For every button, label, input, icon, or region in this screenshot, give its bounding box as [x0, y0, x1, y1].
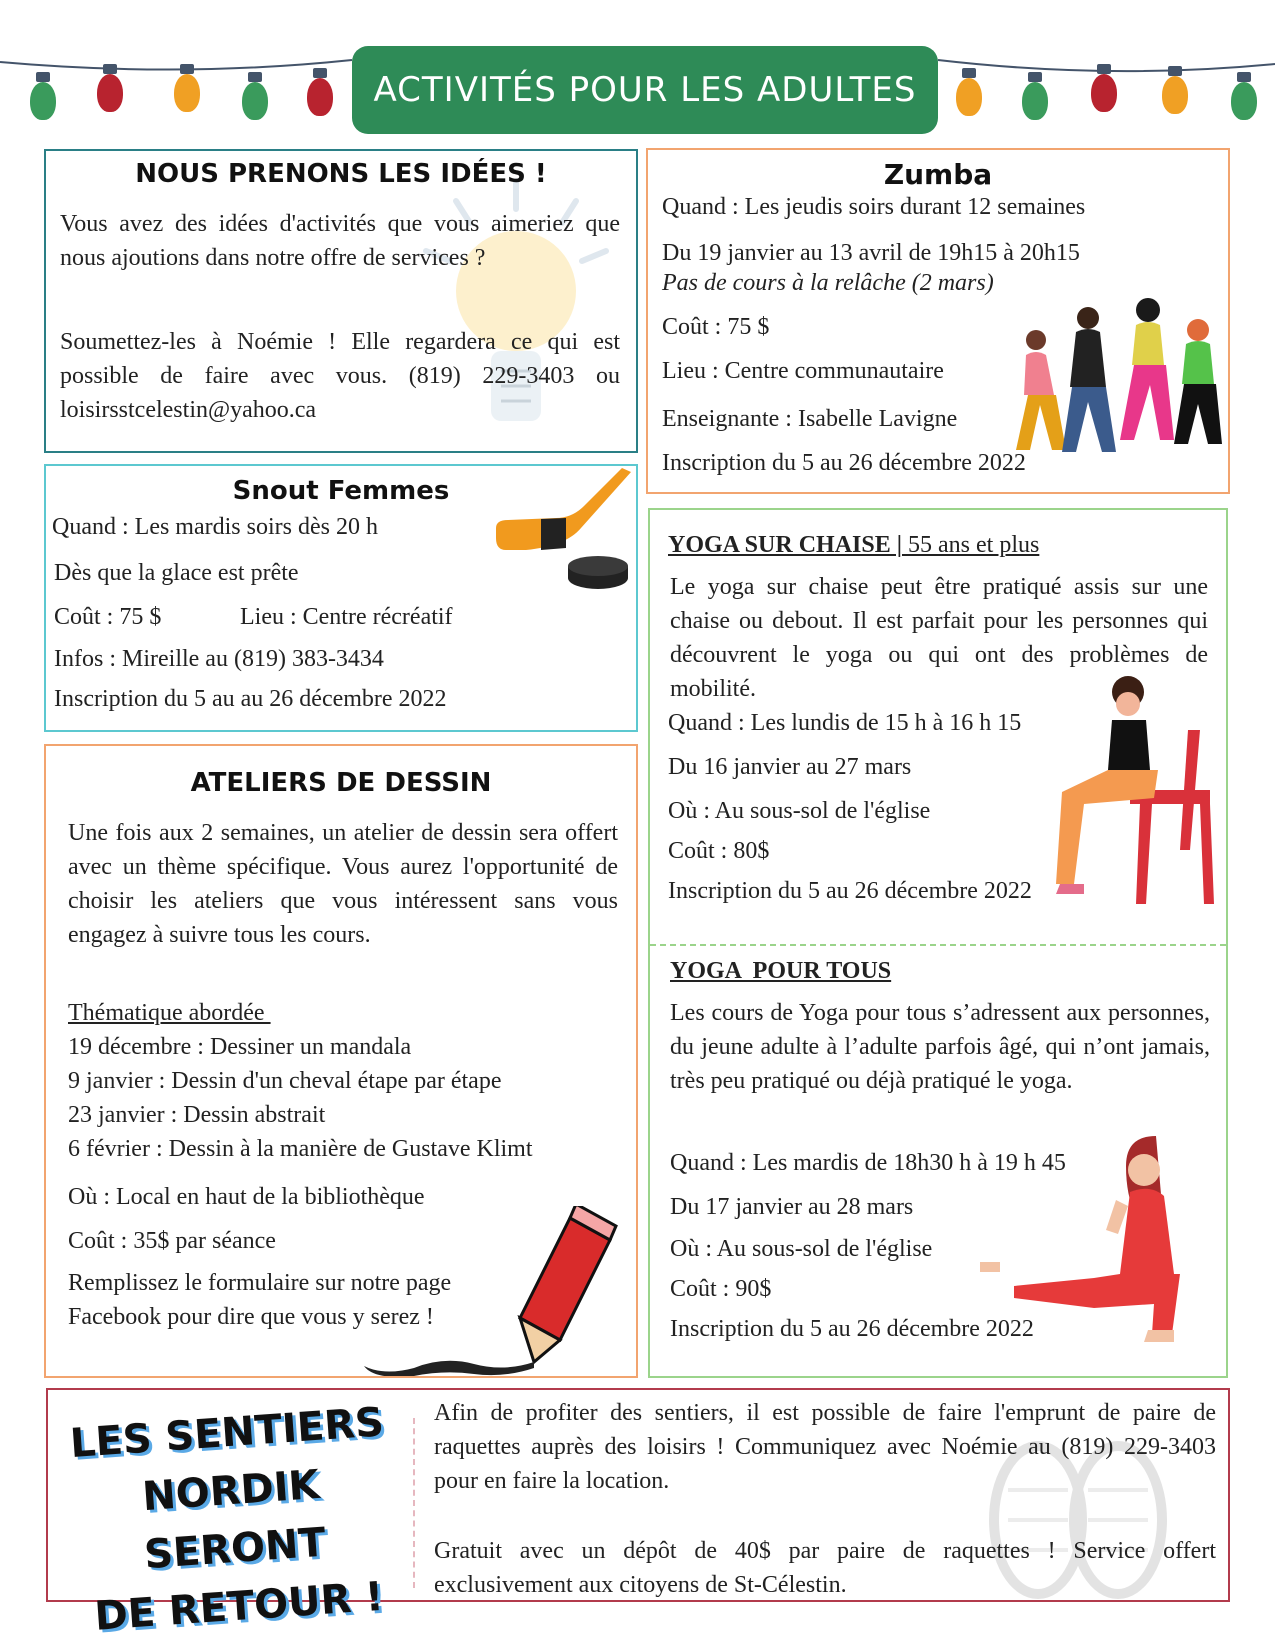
chair-yoga-illustration	[1050, 670, 1220, 910]
drawing-form-line-2: Facebook pour dire que vous y serez !	[68, 1304, 434, 1330]
yoga-all-description: Les cours de Yoga pour tous s’adressent aux personnes, du jeune adulte à l’adulte parfois âgé, qui n’ont jamais, très peu pratiqué ou déjà pratiqué le yoga.	[670, 1000, 1210, 1094]
snout-when: Quand : Les mardis soirs dès 20 h	[52, 514, 378, 540]
yoga-chair-cost: Coût : 80$	[668, 838, 770, 864]
yoga-chair-when: Quand : Les lundis de 15 h à 16 h 15	[668, 710, 1022, 736]
yoga-chair-dates: Du 16 janvier au 27 mars	[668, 754, 912, 780]
yoga-section	[648, 508, 1228, 1378]
trails-slogan	[50, 1392, 415, 1648]
page-banner	[352, 46, 938, 134]
zumba-when: Quand : Les jeudis soirs durant 12 semaines	[662, 194, 1086, 220]
zumba-signup: Inscription du 5 au 26 décembre 2022	[662, 450, 1026, 476]
zumba-section	[646, 148, 1230, 494]
drawing-description: Une fois aux 2 semaines, un atelier de dessin sera offert avec un thème spécifique. Vous aurez l'opportunité de choisir les ateliers que vous intéressent sans vous engagez à suivre tous les cours.	[68, 820, 618, 948]
zumba-place: Lieu : Centre communautaire	[662, 358, 944, 384]
trails-slogan-line-2: NORDIK SERONT	[140, 1461, 328, 1579]
yoga-chair-heading	[668, 532, 1039, 559]
drawing-theme-label: Thématique abordée	[68, 1000, 271, 1026]
drawing-form-line-1: Remplissez le formulaire sur notre page	[68, 1270, 452, 1296]
snout-ice: Dès que la glace est prête	[54, 560, 299, 586]
trails-divider	[413, 1418, 415, 1588]
yoga-chair-where: Où : Au sous-sol de l'église	[668, 798, 931, 824]
drawing-theme-4: 6 février : Dessin à la manière de Gustave Klimt	[68, 1136, 533, 1162]
yoga-divider	[650, 944, 1226, 946]
yoga-all-signup: Inscription du 5 au 26 décembre 2022	[670, 1316, 1034, 1342]
zumba-cost: Coût : 75 $	[662, 314, 770, 340]
snout-cost: Coût : 75 $	[54, 604, 162, 630]
snout-title: Snout Femmes	[232, 476, 450, 506]
ideas-paragraph-1: Vous avez des idées d'activités que vous aimeriez que nous ajoutions dans notre offre de services ?	[60, 211, 620, 271]
trails-paragraph-1: Afin de profiter des sentiers, il est possible de faire l'emprunt de paire de raquettes auprès des loisirs ! Communiquez avec Noémie au (819) 229-3403 pour en faire la location.	[434, 1400, 1216, 1494]
yoga-chair-subtitle: 55 ans et plus	[902, 532, 1040, 558]
trails-section	[46, 1388, 1230, 1640]
snout-info: Infos : Mireille au (819) 383-3434	[54, 646, 384, 672]
yoga-all-title: YOGA POUR TOUS	[670, 958, 892, 984]
yoga-chair-title: YOGA SUR CHAISE |	[668, 532, 902, 558]
snout-place: Lieu : Centre récréatif	[240, 604, 453, 630]
drawing-cost: Coût : 35$ par séance	[68, 1228, 276, 1254]
snout-signup: Inscription du 5 au au 26 décembre 2022	[54, 686, 447, 712]
yoga-chair-description: Le yoga sur chaise peut être pratiqué assis sur une chaise ou debout. Il est parfait pour les personnes qui découvrent le yoga ou qui ont des problèmes de mobilité.	[670, 574, 1208, 702]
drawing-theme-3: 23 janvier : Dessin abstrait	[68, 1102, 326, 1128]
zumba-dates: Du 19 janvier au 13 avril de 19h15 à 20h15	[662, 240, 1080, 266]
zumba-title: Zumba	[883, 158, 993, 191]
drawing-theme-2: 9 janvier : Dessin d'un cheval étape par étape	[68, 1068, 502, 1094]
drawing-theme-1: 19 décembre : Dessiner un mandala	[68, 1034, 412, 1060]
ideas-paragraph-2: Soumettez-les à Noémie ! Elle regardera ce qui est possible de faire avec vous. (819) 229-3403 ou loisirsstcelestin@yahoo.ca	[60, 329, 620, 423]
page-title: ACTIVITÉS POUR LES ADULTES	[373, 70, 917, 110]
zumba-note: Pas de cours à la relâche (2 mars)	[662, 270, 994, 296]
yoga-chair-signup: Inscription du 5 au 26 décembre 2022	[668, 878, 1032, 904]
yoga-all-dates: Du 17 janvier au 28 mars	[670, 1194, 914, 1220]
dancers-illustration	[1008, 280, 1228, 460]
snout-section	[44, 464, 638, 732]
zumba-teacher: Enseignante : Isabelle Lavigne	[662, 406, 958, 432]
yoga-all-when: Quand : Les mardis de 18h30 h à 19 h 45	[670, 1150, 1066, 1176]
yoga-all-where: Où : Au sous-sol de l'église	[670, 1236, 933, 1262]
drawing-title: ATELIERS DE DESSIN	[190, 768, 492, 798]
ideas-section	[44, 149, 638, 453]
ideas-title: NOUS PRENONS LES IDÉES !	[135, 159, 547, 189]
yoga-all-cost: Coût : 90$	[670, 1276, 772, 1302]
trails-slogan-line-3: DE RETOUR !	[93, 1573, 385, 1640]
trails-slogan-line-1: LES SENTIERS	[68, 1399, 386, 1468]
drawing-section	[44, 744, 638, 1378]
drawing-where: Où : Local en haut de la bibliothèque	[68, 1184, 425, 1210]
trails-paragraph-2: Gratuit avec un dépôt de 40$ par paire de raquettes ! Service offert exclusivement aux citoyens de St-Célestin.	[434, 1538, 1216, 1598]
